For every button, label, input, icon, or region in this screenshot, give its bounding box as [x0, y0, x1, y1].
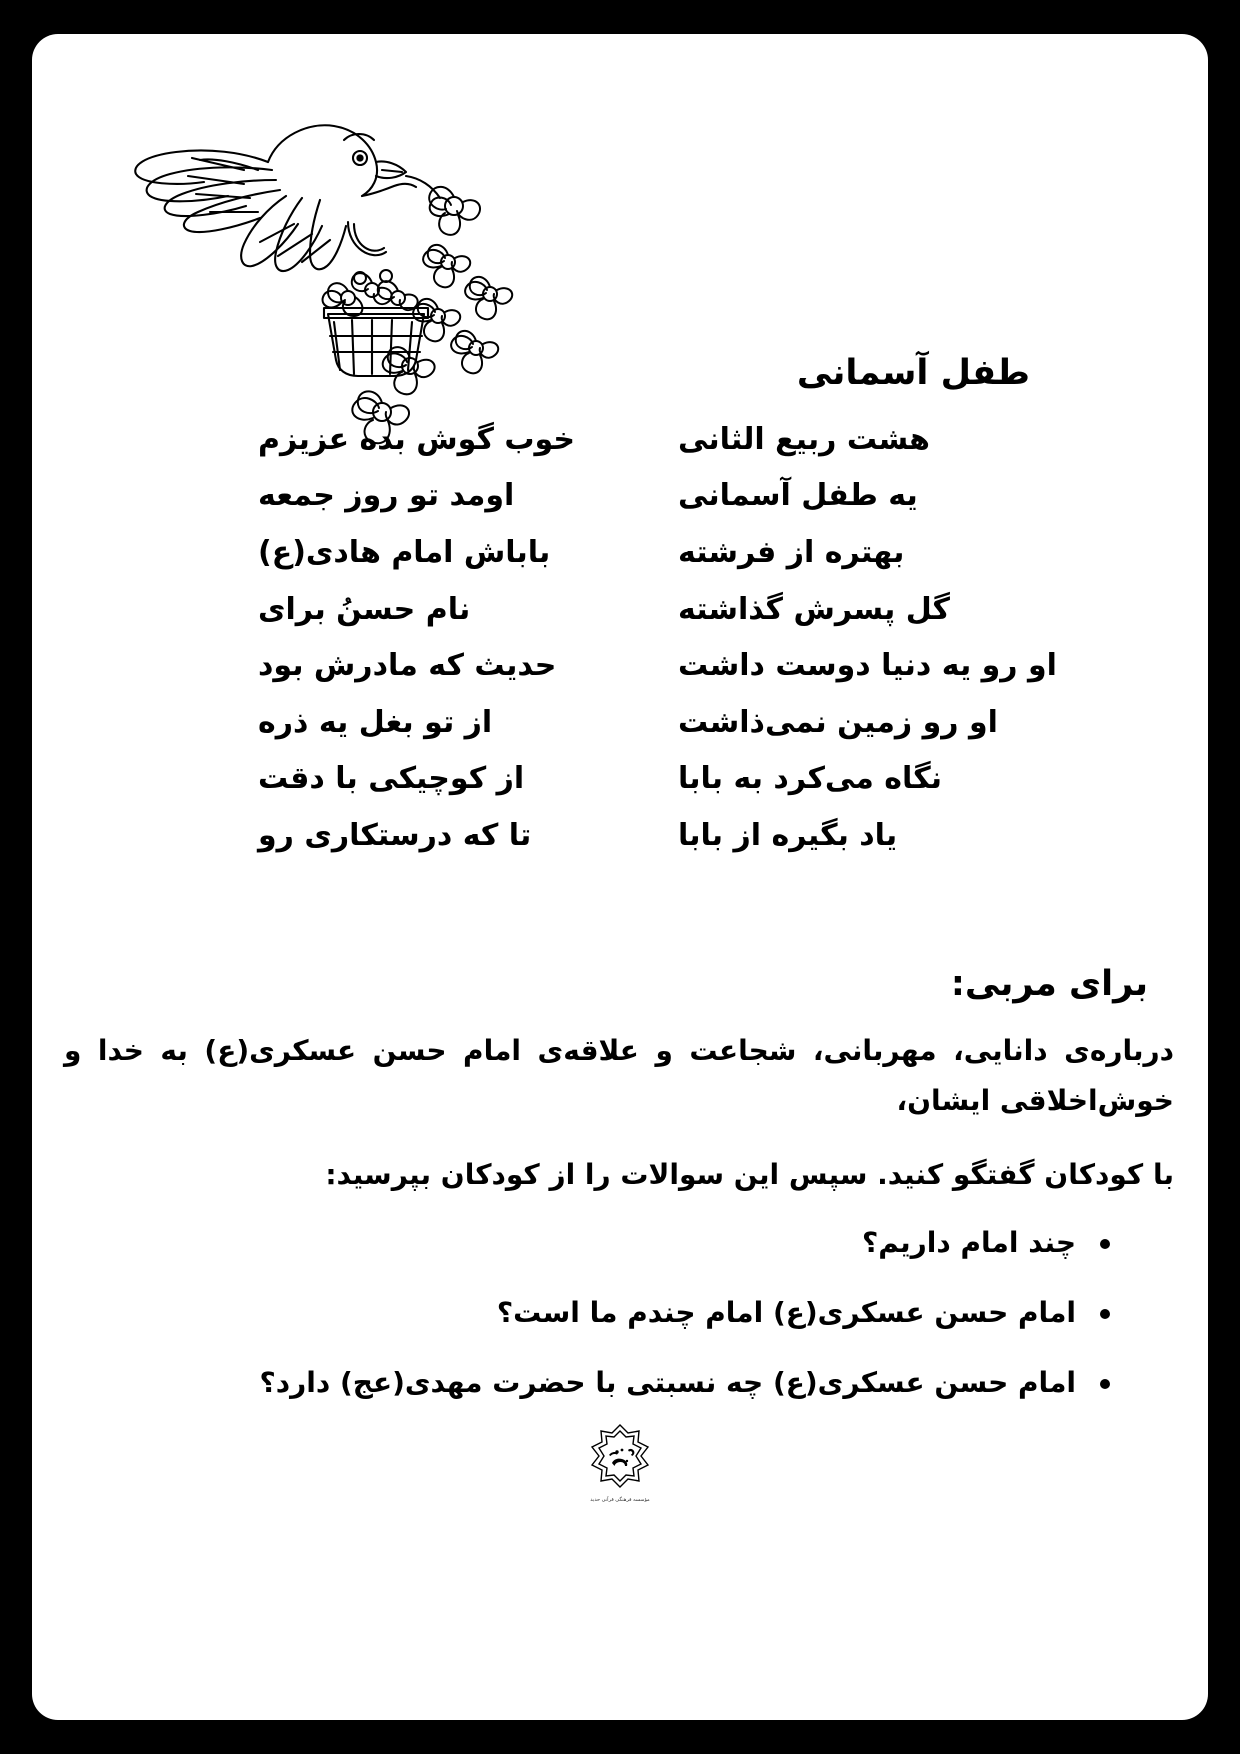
verse-row: [88, 472, 1148, 521]
teacher-section-heading: برای مربی:: [950, 964, 1148, 1004]
verse-left: هشت ربیع الثانی: [678, 421, 930, 457]
publisher-seal-icon: [582, 1419, 658, 1495]
verse-right: خوب گوش بده عزیزم: [258, 421, 575, 457]
question-list: [50, 1222, 1174, 1432]
verse-right: از کوچیکی با دقت: [258, 761, 525, 797]
verse-right: اومد تو روز جمعه: [258, 478, 515, 514]
footer-caption: مؤسسه فرهنگی قرآنی حدید: [590, 1497, 650, 1503]
verse-row: [88, 755, 1148, 804]
verse-left: بهتره از فرشته: [678, 534, 905, 570]
verse-row: [88, 416, 1148, 465]
verse-right: باباش امام هادی(ع): [258, 534, 551, 570]
verse-left: او رو یه دنیا دوست داشت: [678, 648, 1057, 684]
verse-right: نام حسنُ برای: [258, 591, 471, 627]
worksheet-sheet: [32, 34, 1208, 1720]
footer-logo: [32, 1419, 1208, 1503]
verse-right: از تو بغل یه ذره: [258, 704, 493, 740]
verse-right: حدیث که مادرش بود: [258, 648, 557, 684]
verse-row: [88, 586, 1148, 635]
question-item: امام حسن عسکری(ع) امام چندم ما است؟: [50, 1292, 1110, 1334]
teacher-paragraph: با کودکان گفتگو کنید. سپس این سوالات را از کودکان بپرسید:: [325, 1157, 1174, 1191]
question-item: امام حسن عسکری(ع) چه نسبتی با حضرت مهدی(عج) دارد؟: [50, 1362, 1110, 1404]
poem-block: [88, 352, 1148, 869]
verse-left: او رو زمین نمی‌ذاشت: [678, 704, 998, 740]
verse-right: تا که درستکاری رو: [258, 817, 532, 853]
verse-left: نگاه می‌کرد به بابا: [678, 761, 942, 797]
verse-left: گل پسرش گذاشته: [678, 591, 950, 627]
teacher-paragraph: درباره‌ی دانایی، مهربانی، شجاعت و علاقه‌ی امام حسن عسکری(ع) به خدا و خوش‌اخلاقی ایشان،: [64, 1034, 1174, 1117]
verse-row: [88, 642, 1148, 691]
poem-title: طفل آسمانی: [796, 353, 1030, 393]
verse-left: یاد بگیره از بابا: [678, 817, 898, 853]
verse-row: [88, 812, 1148, 861]
verse-left: یه طفل آسمانی: [678, 478, 918, 514]
verse-row: [88, 529, 1148, 578]
verse-row: [88, 699, 1148, 748]
teacher-section-body: [64, 1026, 1174, 1223]
question-item: چند امام داریم؟: [50, 1222, 1110, 1264]
